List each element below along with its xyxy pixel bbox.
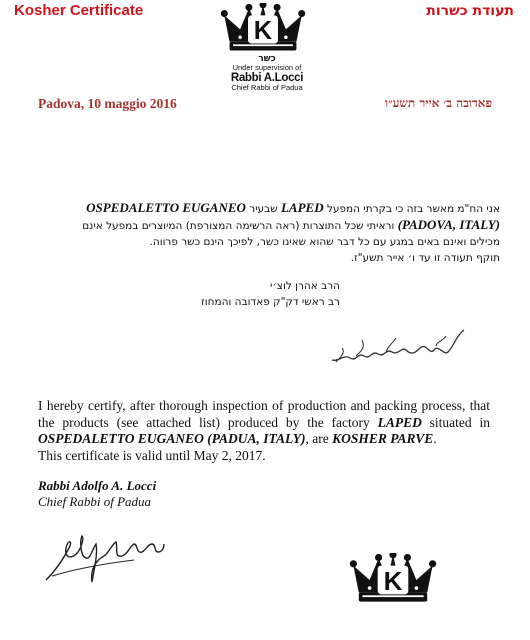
hebrew-text: וראיתי שכל התוצרות (ראה הרשימה המצורפת) המיוצרים במפעל אינם (82, 220, 395, 232)
certificate-title-he: תעודת כשרות (426, 3, 514, 19)
city-name: OSPEDALETTO EUGANEO (86, 200, 246, 215)
english-paragraph-1 (38, 398, 490, 448)
english-text: . (433, 431, 437, 446)
logo-caption-he: כשר (258, 54, 276, 64)
english-certification (38, 398, 490, 464)
hebrew-signature-image (326, 322, 468, 368)
logo-letter-bottom: K (383, 565, 403, 596)
english-text: situated in (429, 414, 490, 430)
logo-caption-line3: Chief Rabbi of Padua (231, 83, 303, 93)
english-text: I hereby certify, after thorough inspection of production and packing process, that the products (see attached list) produced by the factory (38, 398, 490, 430)
hebrew-line-2 (30, 217, 500, 234)
hebrew-line-3: מכילים ואינם באים במגע עם כל דבר שהוא שאינו כשר, לפיכך הינם כשר פרווה. (149, 236, 500, 248)
certificate-title-en: Kosher Certificate (14, 2, 144, 19)
signatory-name: Rabbi Adolfo A. Locci (38, 478, 157, 493)
hebrew-signatory (201, 278, 340, 310)
hebrew-signatory-title: רב ראשי דק"ק פאדובה והמחוז (201, 296, 340, 308)
hebrew-line-4: תוקף תעודה זו עד ו׳ אייר תשע"ז. (350, 252, 500, 264)
signatory-block (38, 478, 156, 510)
region-name: (PADOVA, ITALY) (397, 217, 500, 232)
company-name-en: LAPED (377, 414, 422, 430)
crown-logo-bottom-icon (348, 553, 438, 609)
company-name: LAPED (280, 200, 324, 215)
validity-statement: This certificate is valid until May 2, 2017. (38, 447, 266, 463)
signature-image (42, 530, 167, 588)
logo-caption-line2: Rabbi A.Locci (230, 72, 304, 85)
date-hebrew: פאדובה ב׳ אייר תשע״ו (385, 96, 492, 110)
logo-caption-line1: Under supervision of (232, 63, 302, 73)
logo-letter: K (253, 17, 273, 46)
date-italian: Padova, 10 maggio 2016 (38, 96, 177, 111)
hebrew-signatory-name: הרב אהרן לוצ׳י (270, 280, 340, 292)
crown-logo-icon (219, 3, 307, 58)
logo-caption (222, 55, 312, 92)
hebrew-line-1 (30, 200, 500, 217)
english-text: , are (305, 431, 329, 446)
signatory-title: Chief Rabbi of Padua (38, 494, 152, 509)
kosher-status: KOSHER PARVE (332, 431, 434, 446)
hebrew-certification (30, 200, 500, 266)
hebrew-text: אני הח"מ מאשר בזה כי בקרתי המפעל (326, 203, 500, 215)
location-en: OSPEDALETTO EUGANEO (PADUA, ITALY) (38, 431, 306, 446)
hebrew-text: שבעיר (249, 203, 278, 215)
